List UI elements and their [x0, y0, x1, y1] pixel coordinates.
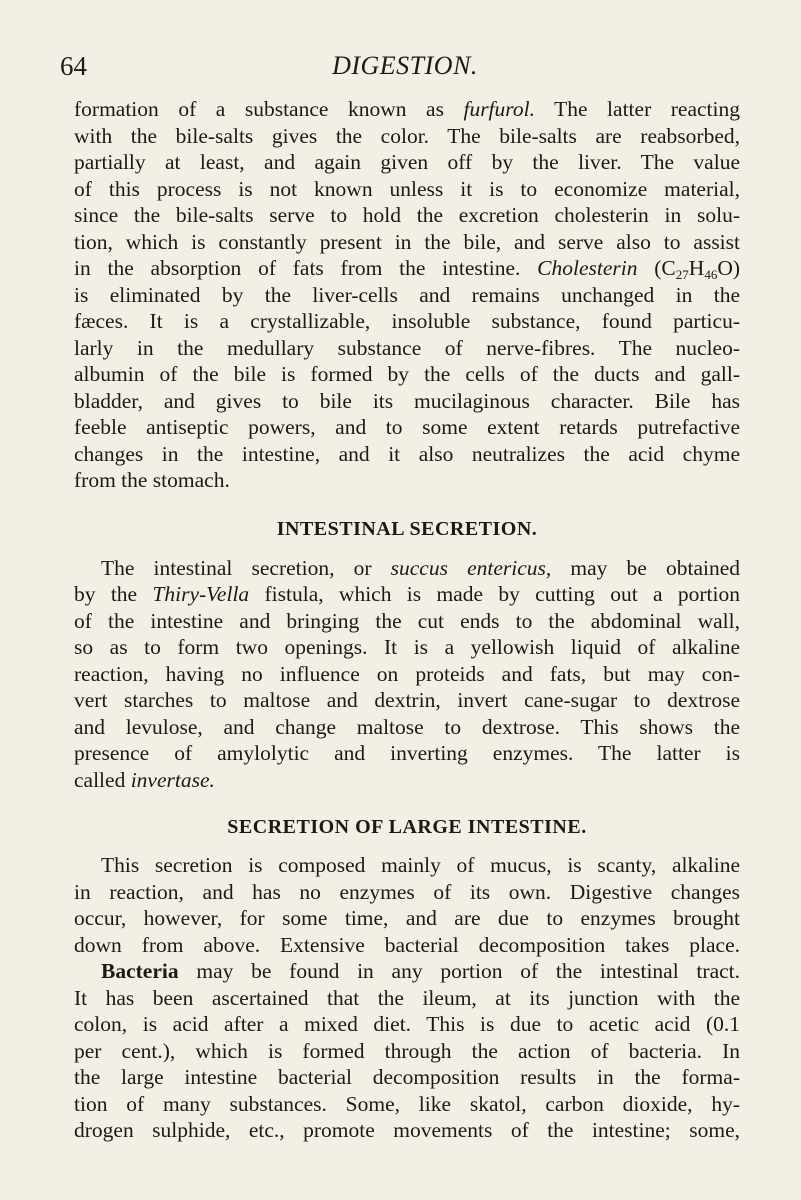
text-line: larly in the medullary substance of nerve-fibres. The nucleo-	[74, 335, 740, 360]
text-line: reaction, having no influence on proteids and fats, but may con-	[74, 661, 740, 686]
text-line: It has been ascertained that the ileum, at its junction with the	[74, 985, 740, 1010]
text-line: presence of amylolytic and inverting enzymes. The latter is	[74, 741, 740, 765]
text-line: with the bile-salts gives the color. The bile-salts are reabsorbed,	[74, 123, 740, 148]
term-thiry-vella: Thiry-Vella	[152, 582, 250, 606]
text-line: so as to form two openings. It is a yellowish liquid of alkaline	[74, 635, 740, 659]
text-line: in reaction, and has no enzymes of its own. Digestive changes	[74, 879, 740, 904]
paragraph-bile	[74, 96, 740, 494]
text-line: feeble antiseptic powers, and to some extent retards putrefactive	[74, 415, 740, 439]
text-line: albumin of the bile is formed by the cells of the ducts and gall-	[74, 362, 740, 386]
term-furfurol: furfurol.	[463, 97, 535, 121]
text-line: bladder, and gives to bile its mucilaginous character. Bile has	[74, 388, 740, 413]
text-line: since the bile-salts serve to hold the excretion cholesterin in solu-	[74, 203, 740, 227]
term-succus-entericus: succus entericus,	[390, 555, 552, 580]
text-line: tion of many substances. Some, like skatol, carbon dioxide, hy-	[74, 1091, 740, 1116]
page-number: 64	[60, 51, 87, 81]
paragraph-large-intestine	[74, 852, 740, 1144]
text-line: of the intestine and bringing the cut ends to the abdominal wall,	[74, 608, 740, 633]
term-bacteria: Bacteria	[101, 959, 179, 983]
text-line: colon, is acid after a mixed diet. This is due to acetic acid (0.1	[74, 1012, 740, 1036]
text-line: is eliminated by the liver-cells and remains unchanged in the	[74, 282, 740, 307]
text-line: occur, however, for some time, and are due to enzymes brought	[74, 906, 740, 930]
text-line: formation of a substance known as furfurol. The latter reacting	[74, 97, 740, 121]
term-invertase: invertase.	[130, 767, 215, 792]
text-line: down from above. Extensive bacterial decomposition takes place.	[74, 932, 740, 957]
term-cholesterin: Cholesterin	[537, 256, 638, 280]
body-text	[74, 96, 740, 1144]
text-line: Bacteria may be found in any portion of the intestinal tract.	[101, 959, 740, 983]
text-line: from the stomach.	[74, 468, 230, 492]
paragraph-intestinal-secretion	[74, 555, 740, 794]
section-heading-large-intestine: SECRETION OF LARGE INTESTINE.	[227, 816, 587, 838]
section-heading-intestinal-secretion: INTESTINAL SECRETION.	[276, 517, 538, 540]
text-line: The intestinal secretion, or succus entericus, may be obtained	[101, 555, 740, 580]
text-line: fæces. It is a crystallizable, insoluble substance, found particu-	[74, 309, 740, 333]
text-line: per cent.), which is formed through the action of bacteria. In	[74, 1038, 740, 1063]
text-line: tion, which is constantly present in the bile, and serve also to assist	[74, 229, 740, 254]
text-line: changes in the intestine, and it also neutralizes the acid chyme	[74, 441, 740, 466]
running-head: DIGESTION.	[332, 51, 478, 80]
text-line: by the Thiry-Vella fistula, which is made by cutting out a portion	[74, 582, 740, 606]
text-line: partially at least, and again given off by the liver. The value	[74, 150, 740, 174]
text-line: drogen sulphide, etc., promote movements of the intestine; some,	[74, 1118, 740, 1142]
text-line: vert starches to maltose and dextrin, invert cane-sugar to dextrose	[74, 688, 740, 712]
text-line: the large intestine bacterial decomposition results in the forma-	[74, 1065, 740, 1089]
text-line: This secretion is composed mainly of mucus, is scanty, alkaline	[101, 853, 740, 877]
text-line: called invertase.	[74, 767, 215, 792]
chemical-formula: $(C_{27}H_{46}O)$	[637, 256, 740, 282]
page-header	[60, 48, 750, 84]
text-line: of this process is not known unless it is to economize material,	[74, 176, 740, 201]
text-line: and levulose, and change maltose to dextrose. This shows the	[74, 714, 740, 739]
text-line: in the absorption of fats from the intestine. Cholesterin $(C_{27}H_{46}O)$	[74, 256, 740, 282]
